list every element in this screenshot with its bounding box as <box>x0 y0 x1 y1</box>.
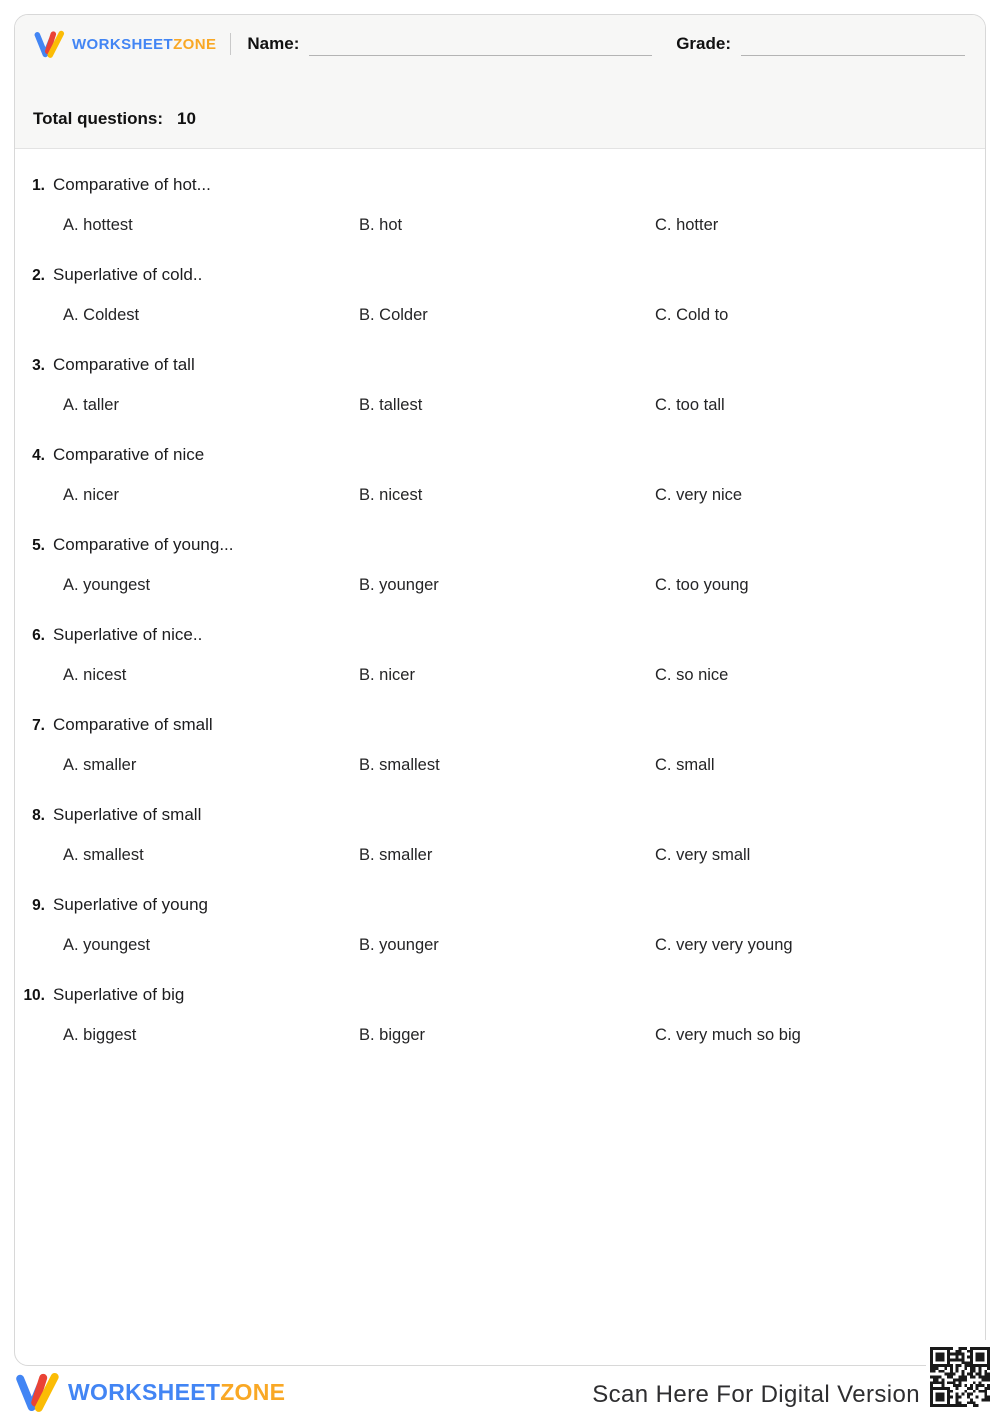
logo-text-zone: ZONE <box>220 1378 286 1405</box>
question-title: Superlative of big <box>53 985 185 1004</box>
worksheetzone-logo-icon <box>33 29 65 59</box>
header-divider <box>230 33 231 55</box>
logo-text-worksheet: WORKSHEET <box>68 1378 221 1405</box>
question-6 <box>15 625 985 685</box>
option-c[interactable]: C. too tall <box>655 396 725 414</box>
footer-logo-text <box>68 1379 285 1406</box>
worksheet-header <box>15 15 985 149</box>
option-c[interactable]: C. very nice <box>655 486 743 504</box>
worksheet-card <box>14 14 986 1366</box>
question-number: 8. <box>32 807 45 824</box>
option-a[interactable]: A. youngest <box>63 576 151 594</box>
question-1 <box>15 175 985 235</box>
option-b[interactable]: B. bigger <box>359 1026 426 1044</box>
question-10 <box>15 985 985 1045</box>
logo-text-zone: ZONE <box>173 35 217 53</box>
option-b[interactable]: B. younger <box>359 936 439 954</box>
question-title: Superlative of young <box>53 895 208 914</box>
question-number: 1. <box>32 177 45 194</box>
name-input-line[interactable] <box>309 40 652 56</box>
question-7 <box>15 715 985 775</box>
qr-code-box <box>926 1340 994 1414</box>
option-a[interactable]: A. smaller <box>63 756 137 774</box>
question-9 <box>15 895 985 955</box>
option-c[interactable]: C. Cold to <box>655 306 729 324</box>
question-number: 10. <box>23 987 45 1004</box>
question-title: Comparative of nice <box>53 445 205 464</box>
question-title: Comparative of tall <box>53 355 195 374</box>
option-c[interactable]: C. small <box>655 756 715 774</box>
grade-label: Grade: <box>676 34 731 53</box>
question-number: 9. <box>32 897 45 914</box>
question-title: Superlative of small <box>53 805 202 824</box>
option-a[interactable]: A. taller <box>63 396 119 414</box>
header-logo-text <box>72 36 216 53</box>
question-list <box>15 149 985 1045</box>
option-a[interactable]: A. smallest <box>63 846 144 864</box>
option-b[interactable]: B. tallest <box>359 396 423 414</box>
total-questions-label: Total questions: <box>33 109 164 128</box>
option-c[interactable]: C. very small <box>655 846 751 864</box>
option-b[interactable]: B. nicer <box>359 666 415 684</box>
option-a[interactable]: A. youngest <box>63 936 151 954</box>
header-logo <box>33 29 216 59</box>
question-title: Comparative of hot... <box>53 175 211 194</box>
option-a[interactable]: A. nicest <box>63 666 127 684</box>
option-a[interactable]: A. Coldest <box>63 306 140 324</box>
worksheetzone-logo-icon <box>14 1370 60 1414</box>
scan-here-text: Scan Here For Digital Version <box>592 1381 920 1408</box>
option-b[interactable]: B. smallest <box>359 756 440 774</box>
option-b[interactable]: B. nicest <box>359 486 423 504</box>
question-5 <box>15 535 985 595</box>
option-b[interactable]: B. younger <box>359 576 439 594</box>
question-2 <box>15 265 985 325</box>
question-title: Superlative of nice.. <box>53 625 203 644</box>
option-c[interactable]: C. so nice <box>655 666 729 684</box>
total-questions <box>33 109 196 129</box>
logo-text-worksheet: WORKSHEET <box>72 35 174 53</box>
option-b[interactable]: B. smaller <box>359 846 433 864</box>
option-a[interactable]: A. nicer <box>63 486 119 504</box>
question-number: 2. <box>32 267 45 284</box>
option-a[interactable]: A. hottest <box>63 216 133 234</box>
question-number: 5. <box>32 537 45 554</box>
question-8 <box>15 805 985 865</box>
option-a[interactable]: A. biggest <box>63 1026 137 1044</box>
grade-input-line[interactable] <box>741 40 965 56</box>
option-c[interactable]: C. very very young <box>655 936 793 954</box>
question-number: 7. <box>32 717 45 734</box>
question-title: Comparative of young... <box>53 535 234 554</box>
question-3 <box>15 355 985 415</box>
question-4 <box>15 445 985 505</box>
footer-logo <box>14 1370 285 1414</box>
question-title: Superlative of cold.. <box>53 265 203 284</box>
option-c[interactable]: C. very much so big <box>655 1026 801 1044</box>
total-questions-value: 10 <box>177 109 196 128</box>
question-number: 4. <box>32 447 45 464</box>
question-title: Comparative of small <box>53 715 213 734</box>
option-c[interactable]: C. hotter <box>655 216 719 234</box>
qr-code-icon <box>930 1347 990 1407</box>
option-b[interactable]: B. hot <box>359 216 403 234</box>
question-number: 3. <box>32 357 45 374</box>
option-c[interactable]: C. too young <box>655 576 749 594</box>
option-b[interactable]: B. Colder <box>359 306 428 324</box>
question-number: 6. <box>32 627 45 644</box>
name-label: Name: <box>247 34 300 53</box>
